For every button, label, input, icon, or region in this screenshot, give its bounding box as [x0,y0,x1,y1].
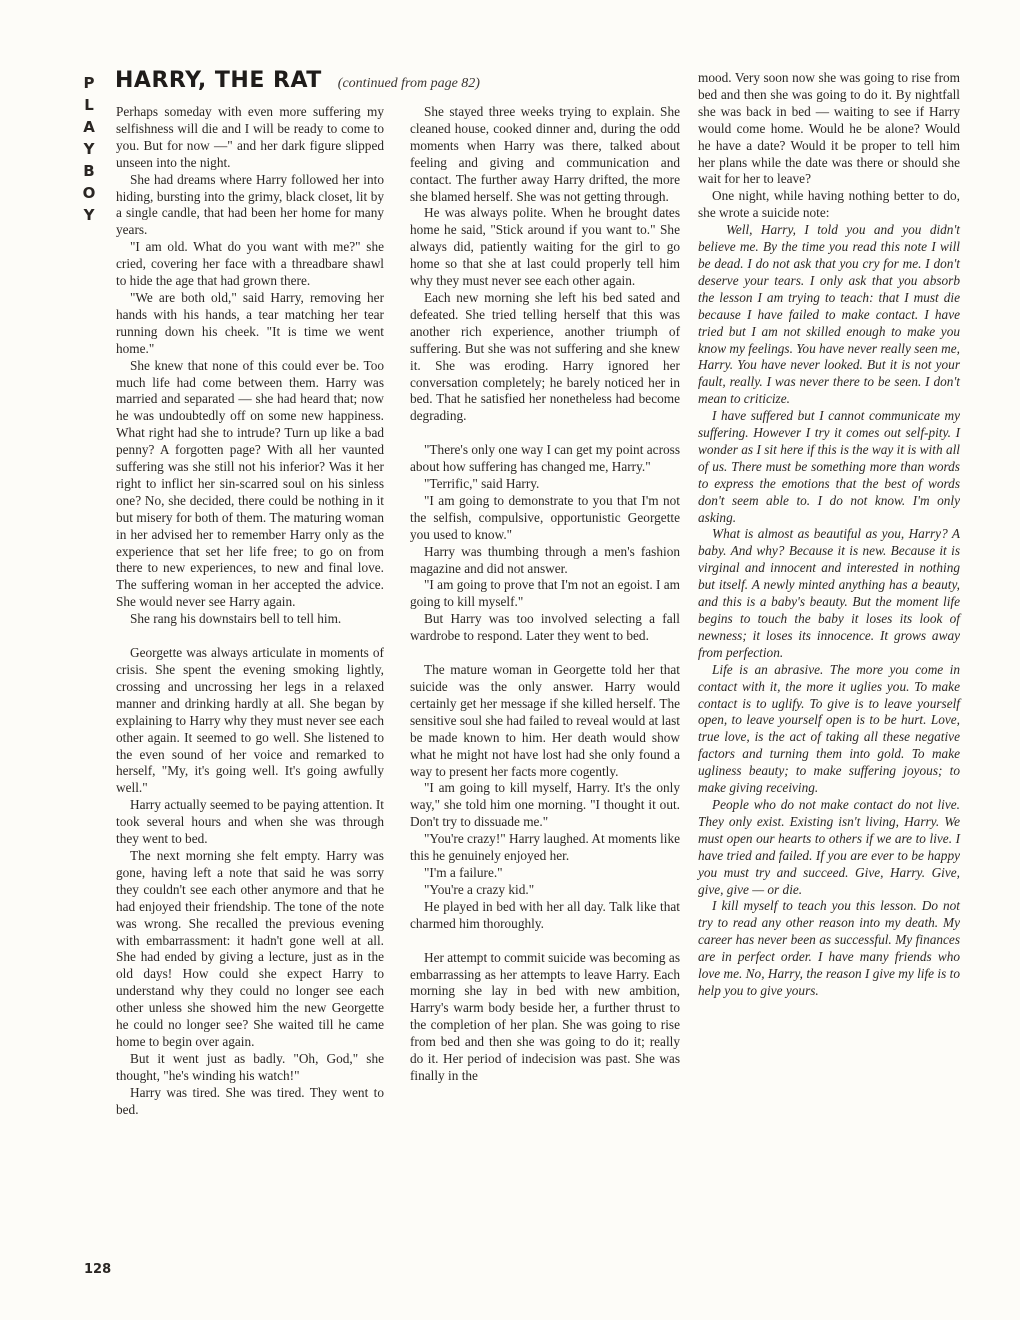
paragraph: "I am going to demonstrate to you that I'm not the selfish, compulsive, opportunistic Georgette you used to know." [410,492,680,542]
paragraph: "Terrific," said Harry. [424,476,540,492]
suicide-note [698,222,960,1000]
paragraph: Her attempt to commit suicide was becoming as embarrassing as her attempts to leave Harry. Each morning she lay in bed with new ambition, Harry's warm body beside her, a further thrust to the completion of her plan. She was going to rise from bed and then she was going to do it; really do it. Her period of indecision was past. She was finally in the [410,949,680,1083]
magazine-letter: B [83,162,95,180]
paragraph: She knew that none of this could ever be. Too much life had come between them. Harry was married and separated — she had heard that; now he was undoubtedly off on some new happiness. What right had she to intrude? Turn up like a bad penny? A forgotten page? With all her vaunted suffering was she still not his inferior? Was it her right to inflict her sin-scarred soul on his sinless one? No, she decided, there could be nothing in it but misery for both of them. The maturing woman in her advised her to remember Harry only as the experience that set her life free; to go on from there to new experiences, to new and final love. The suffering woman in her accepted the advice. She would never see Harry again. [116,357,384,610]
note-paragraph: People who do not make contact do not live. They only exist. Existing isn't living, Harry. We must open our hearts to others if we are to live. I have tried and failed. If you are ever to be happy you must try and succeed. Give, Harry. Give, give, give — or die. [698,796,960,897]
paragraph: "We are both old," said Harry, removing her hands with his hands, a tear matching her tear running down his cheek. "It is time we went home." [116,289,384,356]
paragraph: Harry was tired. She was tired. They went to bed. [116,1084,384,1117]
text-column-1 [116,104,384,1118]
magazine-letter: O [82,184,96,202]
paragraph: "I am old. What do you want with me?" she cried, covering her face with a threadbare shawl to hide the age that had grown there. [116,239,384,289]
paragraph: He played in bed with her all day. Talk like that charmed him thoroughly. [410,898,680,931]
paragraph: She rang his downstairs bell to tell him. [130,611,342,627]
paragraph: "I am going to kill myself, Harry. It's the only way," she told him one morning. "I thought it out. Don't try to dissuade me." [410,780,680,830]
note-paragraph: What is almost as beautiful as you, Harry? A baby. And why? Because it is new. Because it is virginal and innocent and interested in nothing but itself. A newly minted anything has a beauty, and this is a baby's beauty. But the moment life begins to touch the baby it loses its look of newness; it loses its innocence. It grows away from perfection. [698,526,960,660]
paragraph: The next morning she felt empty. Harry was gone, having left a note that said he was sorry they couldn't see each other anymore and that he had enjoyed their friendship. The tone of the note was wrong. She recalled the previous evening with embarrassment: it hadn't gone well at all. She had ended by giving a lecture, just as in the old days! How could she expect Harry to understand why they could no longer see each other unless she showed him the new Georgette he could no longer see? She waited till he came home to begin over again. [116,847,384,1049]
article-title: HARRY, THE RAT [115,68,322,93]
paragraph: "I am going to prove that I'm not an egoist. I am going to kill myself." [410,577,680,610]
paragraph: One night, while having nothing better to do, she wrote a suicide note: [698,188,960,221]
text-column-3 [698,70,960,1000]
continued-from-note: (continued from page 82) [337,76,480,91]
text-column-2 [410,104,680,1085]
paragraph: She had dreams where Harry followed her into hiding, bursting into the grimy, black closet, lit by a single candle, that had been her home for many years. [116,171,384,238]
paragraph: "You're crazy!" Harry laughed. At moments like this he genuinely enjoyed her. [410,831,680,864]
note-paragraph: Well, Harry, I told you and you didn't believe me. By the time you read this note I will be dead. I do not ask that you cry for me. I don't deserve your tears. I only ask that you absorb the lesson I am trying to teach: that I must die because I have failed to make contact. I have tried but I am not skilled enough to make you know my feelings. You have never really seen me, Harry. You have never looked. But it is not your fault, really. I was never there to be seen. I don't mean to criticize. [698,222,960,407]
article-header [115,68,675,93]
magazine-letter: Y [83,206,95,224]
paragraph: Each new morning she left his bed sated and defeated. She tried telling herself that this was another rich experience, another triumph of suffering. But she was not suffering and she knew it. She was eroding. Harry ignored her conversation completely; he barely noticed her in bed. That he satisfied her nonetheless had become degrading. [410,289,680,424]
paragraph: He was always polite. When he brought dates home he said, "Stick around if you want to." She always did, patiently waiting for the girl to go home so that she at last could properly tell him why they must never see each other again. [410,205,680,289]
paragraph: "You're a crazy kid." [424,881,535,897]
paragraph: "I'm a failure." [424,864,503,880]
paragraph: She stayed three weeks trying to explain. She cleaned house, cooked dinner and, during the odd moments when Harry was there, talked about feeling and giving and communication and contact. The further away Harry drifted, the more she blamed herself. She was not getting through. [410,104,680,204]
magazine-name-vertical [78,72,100,226]
paragraph: mood. Very soon now she was going to rise from bed and then she was going to do it. By nightfall she was back in bed — waiting to see if Harry would come home. Would he be alone? Would he have a date? Would it be proper to tell him her plans while the date was there or should she wait for her to leave? [698,70,960,187]
note-paragraph: Life is an abrasive. The more you come in contact with it, the more it uglies you. To make contact is to uglify. To give is to leave yourself open, to leave yourself open is to be hurt. Love, true love, is the act of taking all these negative factors and turning them into gold. To make ugliness beauty; to make suffering joyous; to make giving receiving. [698,661,960,796]
magazine-letter: P [83,74,95,92]
paragraph: Georgette was always articulate in moments of crisis. She spent the evening smoking lightly, crossing and uncrossing her legs in a relaxed manner and drinking hardly at all. She began by explaining to Harry why they must never see each other again. It seemed to go well. She listened to the even sound of her voice and remarked to herself, "My, it's going well. It's going awfully well." [116,645,384,796]
paragraph: But Harry was too involved selecting a fall wardrobe to respond. Later they went to bed. [410,611,680,644]
paragraph: Harry actually seemed to be paying attention. It took several hours and when she was through they went to bed. [116,797,384,847]
magazine-letter: Y [83,140,95,158]
paragraph: Harry was thumbing through a men's fashion magazine and did not answer. [410,543,680,576]
paragraph: Perhaps someday with even more suffering my selfishness will die and I will be ready to come to you. But for now —" and her dark figure slipped unseen into the night. [116,104,384,170]
magazine-letter: A [83,118,95,136]
paragraph: "There's only one way I can get my point across about how suffering has changed me, Harry." [410,442,680,475]
page-number: 128 [84,1262,112,1277]
note-paragraph: I kill myself to teach you this lesson. Do not try to read any other reason into my death. My career has never been as successful. My finances are in perfect order. I have many friends who love me. No, Harry, the reason I give my life is to help you to give yours. [698,898,960,998]
note-paragraph: I have suffered but I cannot communicate my suffering. However I try it comes out self-pity. I wonder as I sit here if this is the way it is with all of us. There must be something more than words to express the emotions that the best of words don't seem able to. I do not know. I'm only asking. [698,408,960,525]
magazine-letter: L [84,96,94,114]
paragraph: The mature woman in Georgette told her that suicide was the only answer. Harry would certainly get her message if she killed herself. The sensitive soul she had failed to reveal would at last be made known to him. Her death would show what he might not have lost had she only found a way to present her facts more cogently. [410,662,680,779]
paragraph: But it went just as badly. "Oh, God," she thought, "he's winding his watch!" [116,1050,384,1083]
